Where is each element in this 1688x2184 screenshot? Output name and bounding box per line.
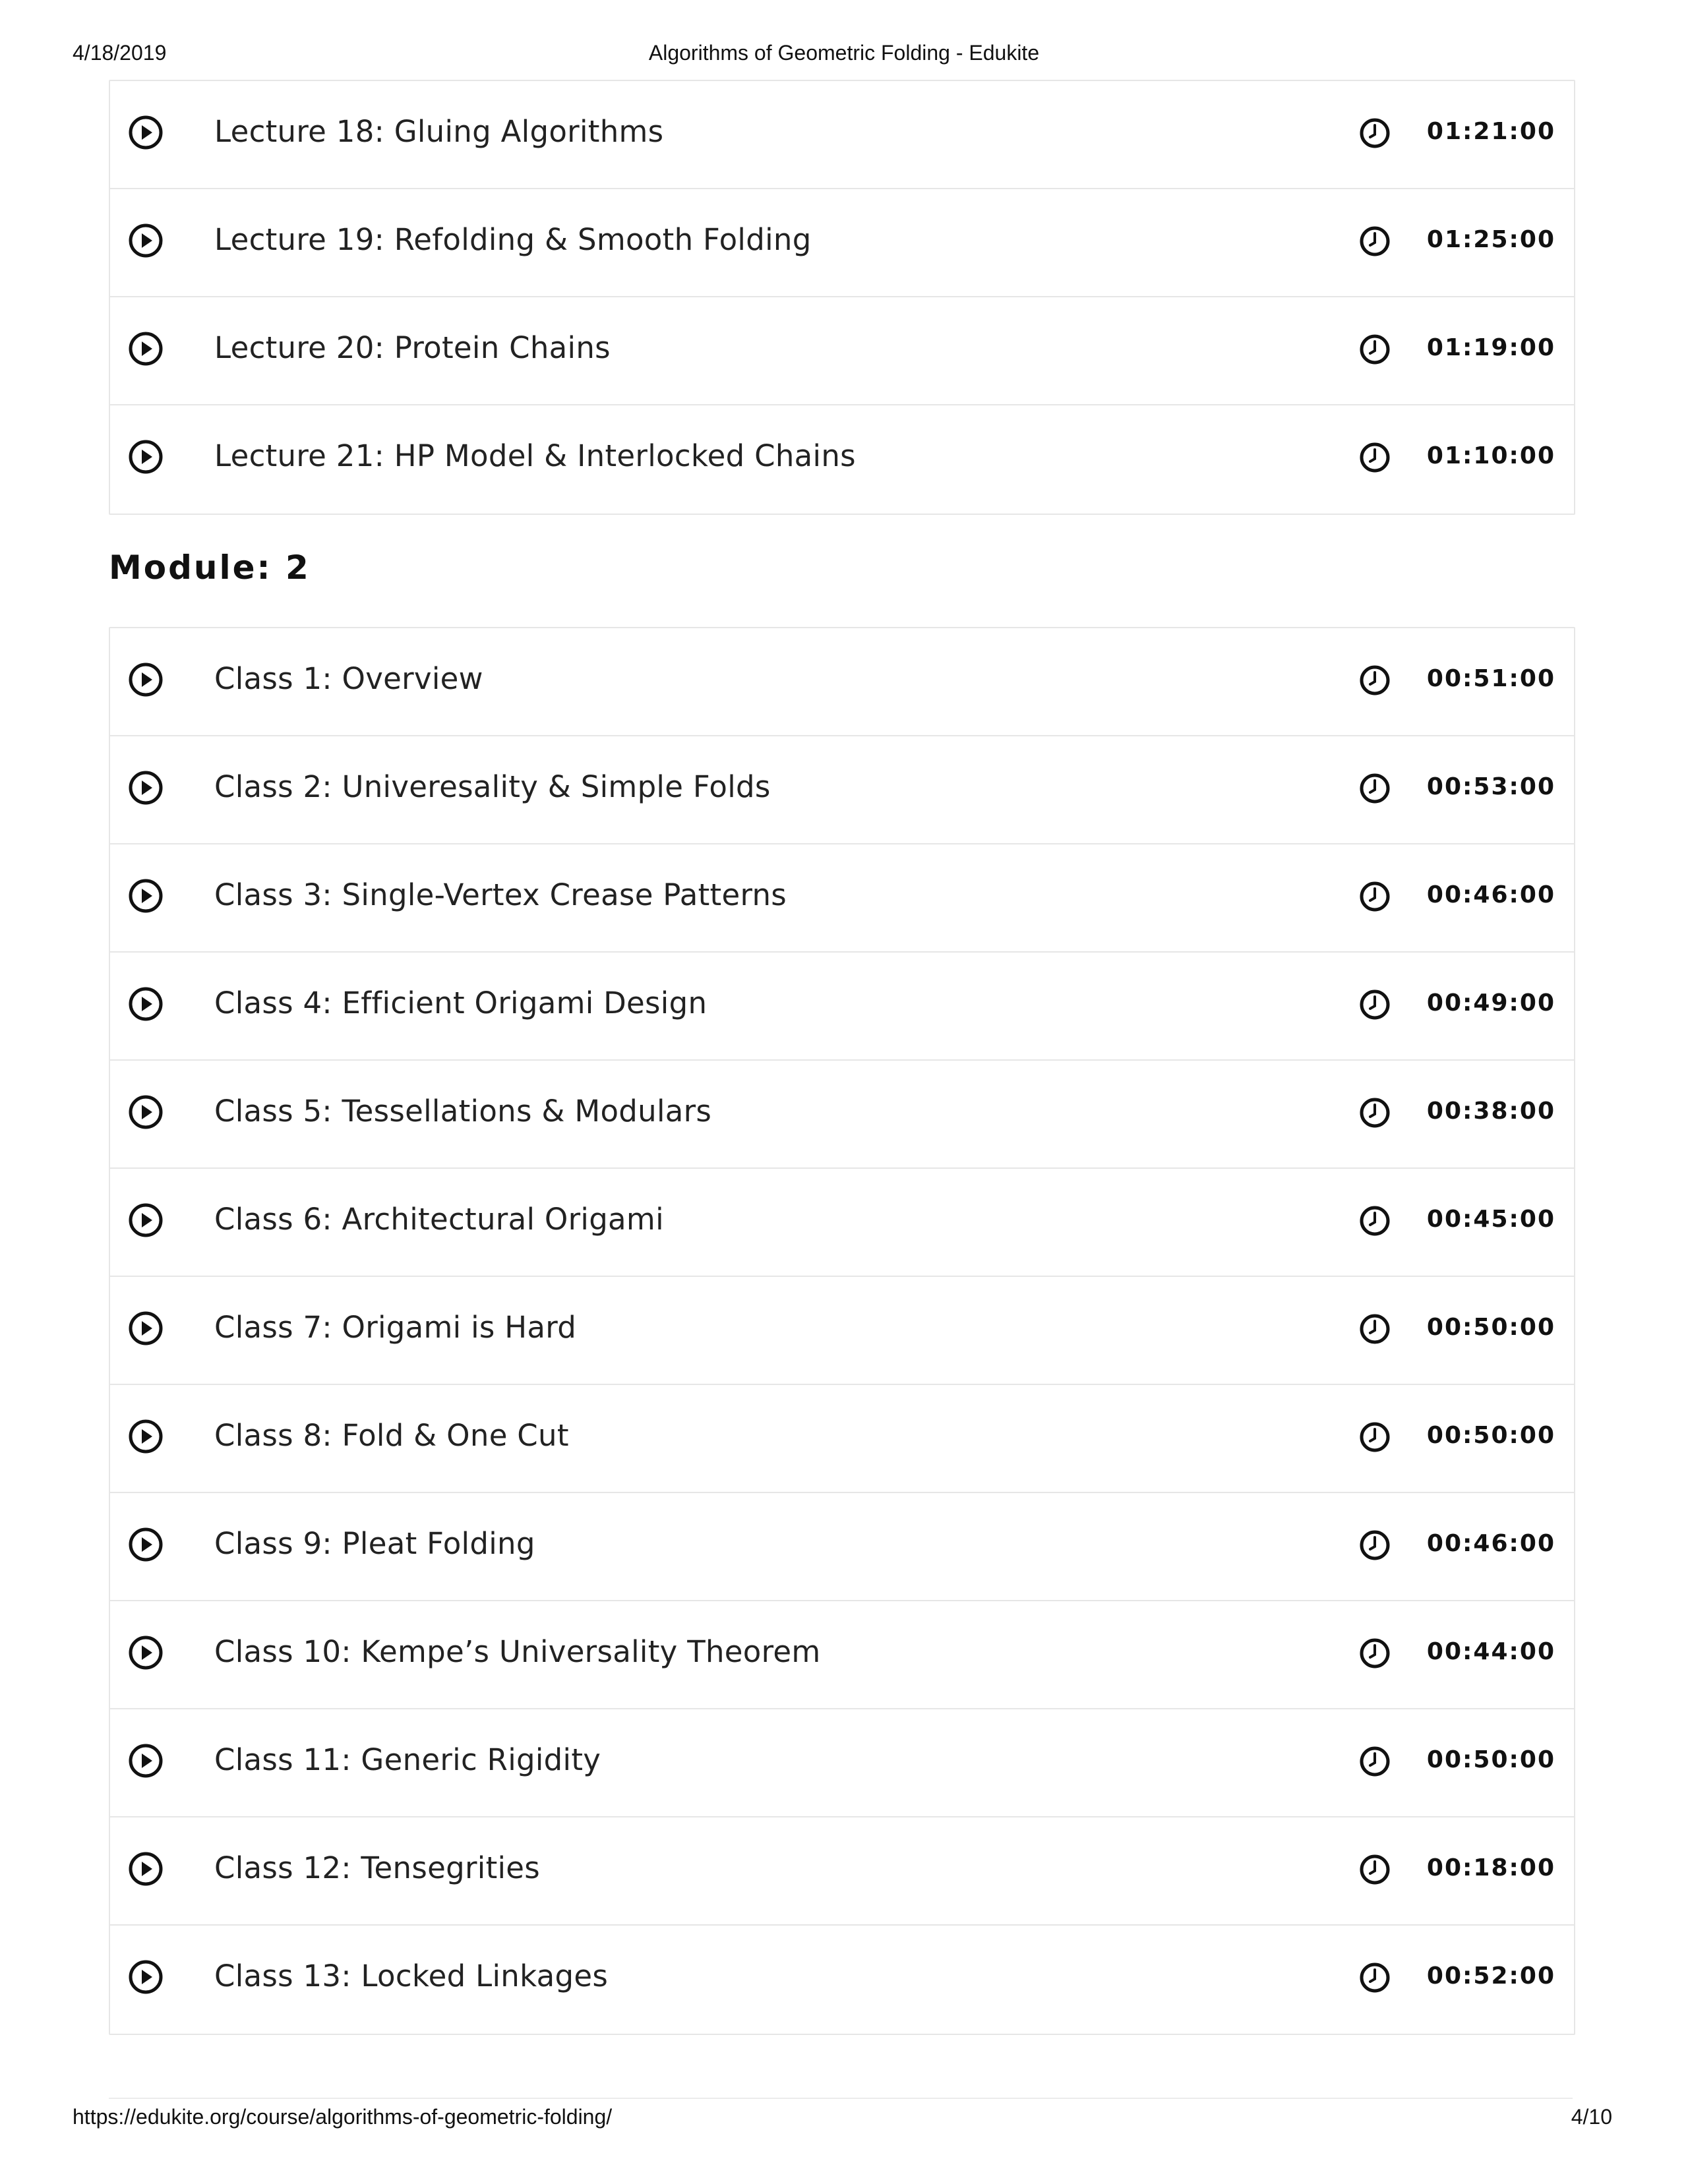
lesson-duration: 00:50:00 [1426,1422,1555,1449]
page-number: 4/10 [1571,2105,1612,2129]
page-url[interactable]: https://edukite.org/course/algorithms-of-geometric-folding/ [73,2105,613,2129]
play-circle-icon[interactable] [127,986,164,1022]
lesson-duration: 00:50:00 [1426,1746,1555,1773]
lesson-title[interactable]: Class 5: Tessellations & Modulars [214,1094,712,1129]
play-circle-icon[interactable] [127,1959,164,1995]
lesson-duration: 01:19:00 [1426,334,1555,361]
clock-icon [1358,1637,1391,1670]
lesson-title[interactable]: Class 8: Fold & One Cut [214,1418,569,1453]
lesson-title[interactable]: Class 2: Univeresality & Simple Folds [214,769,771,804]
lesson-duration: 00:52:00 [1426,1963,1555,1990]
lesson-row[interactable] [110,1169,1574,1277]
lesson-row[interactable] [110,736,1574,844]
play-circle-icon[interactable] [127,1526,164,1563]
clock-icon [1358,1745,1391,1778]
lesson-duration: 01:25:00 [1426,226,1555,253]
module-1-lesson-list [109,80,1575,515]
play-circle-icon[interactable] [127,1850,164,1887]
lesson-duration: 01:21:00 [1426,118,1555,145]
lesson-row[interactable] [110,1277,1574,1385]
lesson-duration: 00:18:00 [1426,1854,1555,1881]
print-header [73,41,1615,67]
clock-icon [1358,664,1391,697]
clock-icon [1358,225,1391,258]
lesson-duration: 00:46:00 [1426,881,1555,908]
play-circle-icon[interactable] [127,438,164,475]
lesson-title[interactable]: Class 7: Origami is Hard [214,1310,577,1345]
play-circle-icon[interactable] [127,1094,164,1131]
lesson-row[interactable] [110,297,1574,405]
lesson-duration: 00:46:00 [1426,1530,1555,1557]
module-heading: Module: 2 [109,548,311,587]
play-circle-icon[interactable] [127,114,164,151]
lesson-row[interactable] [110,1493,1574,1601]
lesson-row[interactable] [110,1601,1574,1709]
lesson-title[interactable]: Lecture 19: Refolding & Smooth Folding [214,222,812,257]
clock-icon [1358,1529,1391,1562]
module-2-lesson-list [109,627,1575,2035]
clock-icon [1358,1204,1391,1237]
play-circle-icon[interactable] [127,1202,164,1239]
lesson-title[interactable]: Class 10: Kempe’s Universality Theorem [214,1634,821,1669]
play-circle-icon[interactable] [127,769,164,806]
lesson-row[interactable] [110,81,1574,189]
play-circle-icon[interactable] [127,222,164,259]
footer-divider [109,2098,1573,2099]
clock-icon [1358,988,1391,1021]
lesson-title[interactable]: Class 11: Generic Rigidity [214,1742,601,1777]
clock-icon [1358,1853,1391,1886]
lesson-row[interactable] [110,1061,1574,1169]
play-circle-icon[interactable] [127,1310,164,1347]
lesson-row[interactable] [110,1385,1574,1493]
clock-icon [1358,117,1391,150]
lesson-title[interactable]: Class 3: Single-Vertex Crease Patterns [214,877,787,912]
lesson-row[interactable] [110,1709,1574,1817]
lesson-title[interactable]: Class 13: Locked Linkages [214,1959,609,1993]
lesson-row[interactable] [110,1817,1574,1926]
clock-icon [1358,1961,1391,1994]
clock-icon [1358,880,1391,913]
play-circle-icon[interactable] [127,877,164,914]
lesson-duration: 00:49:00 [1426,989,1555,1017]
lesson-duration: 00:53:00 [1426,773,1555,800]
lesson-duration: 01:10:00 [1426,442,1555,469]
lesson-duration: 00:38:00 [1426,1098,1555,1125]
lesson-row[interactable] [110,953,1574,1061]
lesson-title[interactable]: Class 4: Efficient Origami Design [214,986,708,1020]
lesson-title[interactable]: Lecture 18: Gluing Algorithms [214,114,664,149]
lesson-title[interactable]: Class 12: Tensegrities [214,1850,541,1885]
play-circle-icon[interactable] [127,1742,164,1779]
lesson-title[interactable]: Class 9: Pleat Folding [214,1526,535,1561]
lesson-title[interactable]: Class 1: Overview [214,661,483,696]
document-title: Algorithms of Geometric Folding - Edukite [648,41,1040,65]
play-circle-icon[interactable] [127,1634,164,1671]
lesson-duration: 00:50:00 [1426,1314,1555,1341]
lesson-title[interactable]: Lecture 21: HP Model & Interlocked Chains [214,438,856,473]
print-footer [73,2105,1612,2131]
lesson-duration: 00:51:00 [1426,665,1555,692]
clock-icon [1358,1421,1391,1454]
clock-icon [1358,1096,1391,1129]
play-circle-icon[interactable] [127,1418,164,1455]
clock-icon [1358,1313,1391,1345]
lesson-row[interactable] [110,844,1574,953]
lesson-row[interactable] [110,189,1574,297]
lesson-duration: 00:45:00 [1426,1206,1555,1233]
lesson-duration: 00:44:00 [1426,1638,1555,1665]
lesson-row[interactable] [110,405,1574,514]
clock-icon [1358,441,1391,474]
lesson-row[interactable] [110,628,1574,736]
print-date: 4/18/2019 [73,41,167,65]
clock-icon [1358,333,1391,366]
play-circle-icon[interactable] [127,661,164,698]
clock-icon [1358,772,1391,805]
play-circle-icon[interactable] [127,330,164,367]
lesson-title[interactable]: Class 6: Architectural Origami [214,1202,664,1237]
lesson-title[interactable]: Lecture 20: Protein Chains [214,330,611,365]
lesson-row[interactable] [110,1926,1574,2034]
